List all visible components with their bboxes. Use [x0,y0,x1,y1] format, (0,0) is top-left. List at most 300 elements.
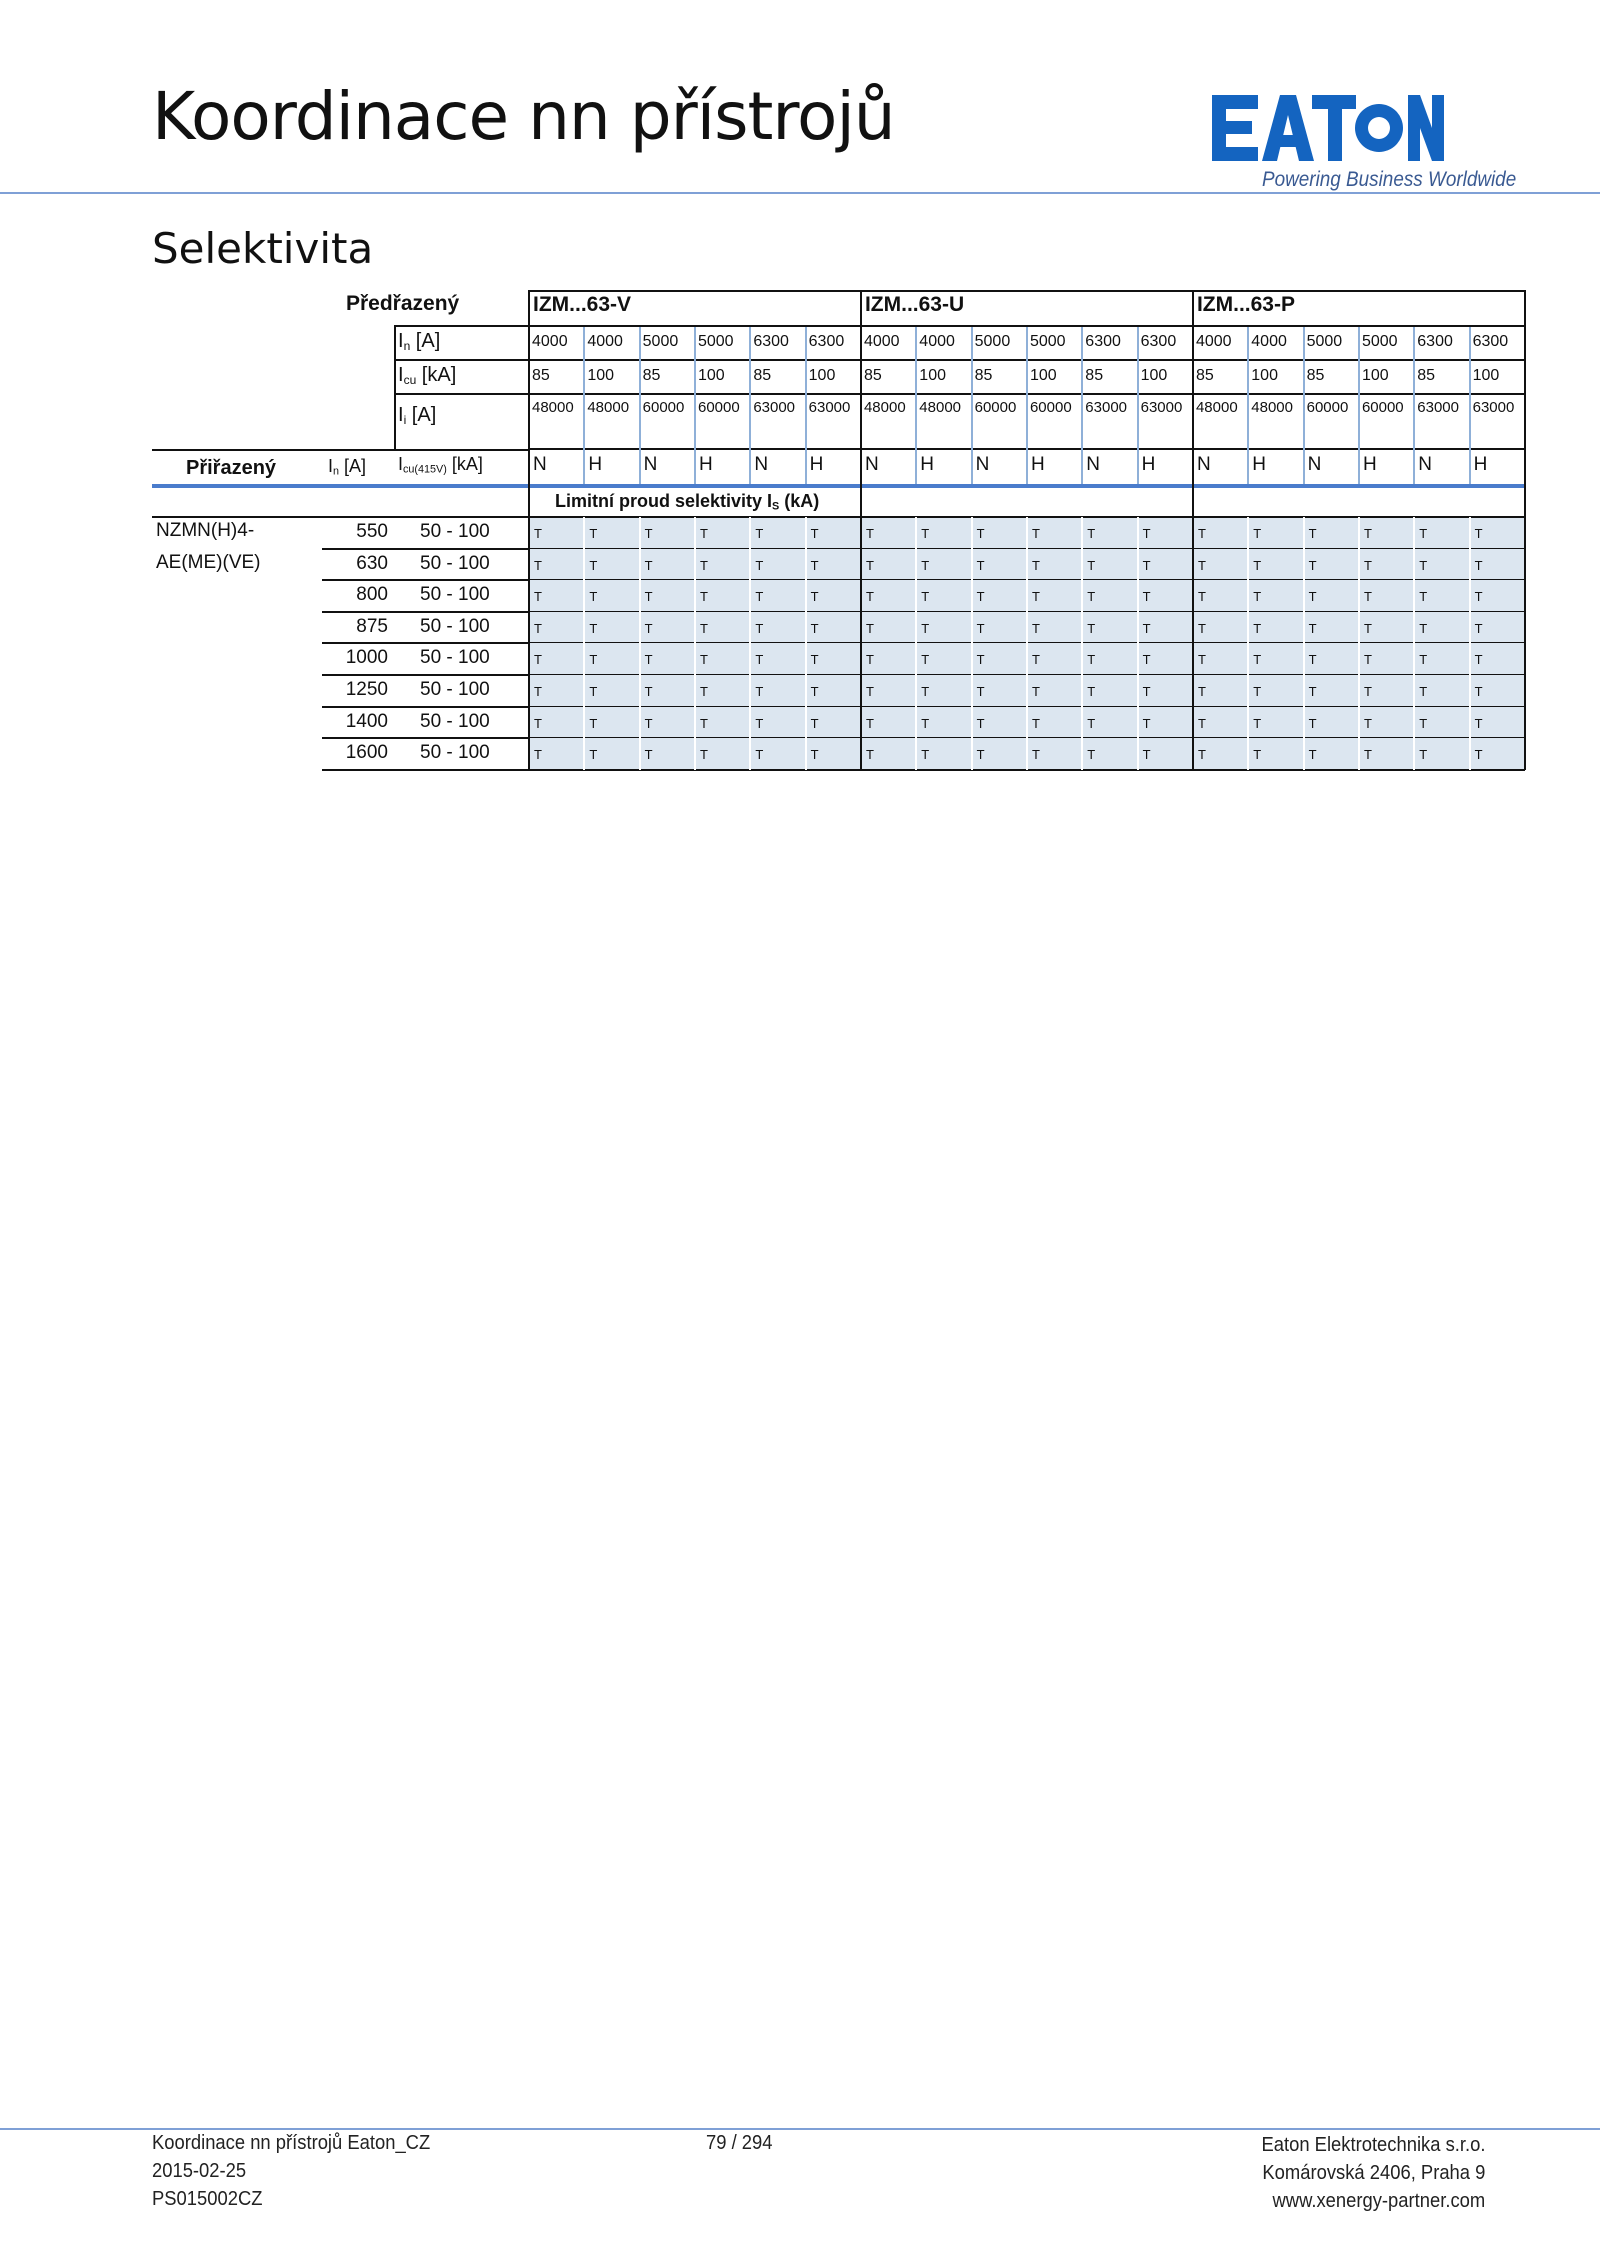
down-icu-header-unit: [kA] [446,454,483,474]
selectivity-value: T [1470,580,1525,612]
ii-value: 63000 [753,399,796,416]
ii-value: 60000 [1029,399,1072,416]
row-icu-value: 50 - 100 [420,615,490,637]
row-rule-left [322,769,529,771]
selectivity-value: T [529,643,584,675]
breaker-type: N [1307,454,1322,475]
selectivity-value: T [806,612,861,644]
selectivity-value: T [1304,612,1359,644]
breaker-type: H [1362,454,1377,475]
selectivity-value: T [806,643,861,675]
icu-value: 100 [1251,367,1278,384]
selectivity-value: T [1082,580,1137,612]
grid-rule-v-major [1524,290,1526,770]
icu-value: 85 [753,367,772,384]
grid-rule-v-minor-body [1469,517,1471,770]
grid-rule-v-minor-body [1358,517,1360,770]
selectivity-value: T [640,643,695,675]
grid-rule-v-minor [1026,327,1028,484]
ii-value: 60000 [642,399,685,416]
row-rule-left [322,674,529,676]
selectivity-value: T [861,612,916,644]
grid-rule-v-minor [1358,327,1360,484]
ii-value: 63000 [1472,399,1515,416]
limit-label [555,491,819,513]
row-icu-value: 50 - 100 [420,742,490,764]
breaker-type: H [809,454,824,475]
grid-rule-v-minor-body [1303,517,1305,770]
selectivity-value: T [1138,549,1193,581]
grid-rule-v-minor [1303,327,1305,484]
selectivity-value: T [529,517,584,549]
row-rule-left [322,579,529,581]
selectivity-value: T [1359,580,1414,612]
in-value: 6300 [753,333,789,350]
device-rule-top [152,516,529,518]
selectivity-value: T [1138,738,1193,770]
icu-value: 100 [697,367,725,384]
row-in-value: 550 [356,521,388,542]
selectivity-value: T [1304,643,1359,675]
selectivity-value: T [1359,707,1414,739]
selectivity-value: T [1082,612,1137,644]
icu-value: 100 [1140,367,1168,384]
selectivity-value: T [640,738,695,770]
in-value: 4000 [1251,333,1287,350]
ii-value: 63000 [1140,399,1183,416]
ii-value: 48000 [532,399,574,416]
selectivity-value: T [1470,675,1525,707]
ii-value: 48000 [919,399,962,416]
selectivity-value: T [1414,675,1469,707]
selectivity-value: T [584,643,639,675]
group-header-2: IZM...63-P [1196,293,1295,316]
row-in-value: 1250 [345,679,388,700]
down-in-header-unit: [A] [339,456,367,476]
selectivity-value: T [861,517,916,549]
grid-rule-v-minor [1081,327,1083,484]
icu-value: 100 [1472,367,1500,384]
in-value: 4000 [1195,333,1232,350]
grid-rule-v-minor-body [1247,517,1249,770]
row-in-value: 630 [356,552,388,574]
selectivity-value: T [1027,707,1082,739]
selectivity-value: T [806,707,861,739]
grid-rule-v-major [860,290,862,770]
grid-rule-v-minor-body [915,517,917,770]
footer-address: Komárovská 2406, Praha 9 [1262,2162,1485,2184]
selectivity-value: T [1470,612,1525,644]
grid-rule-v-minor-body [1081,517,1083,770]
grid-rule-v-minor [639,327,641,484]
selectivity-value: T [1138,643,1193,675]
down-icu-header [398,454,483,476]
row-icu-value: 50 - 100 [420,710,490,732]
blue-band [152,484,1525,488]
ii-header-unit: [A] [406,404,437,426]
selectivity-value: T [916,612,971,644]
icu-value: 85 [1417,367,1436,384]
footer-page-number: 79 / 294 [706,2132,773,2154]
down-in-header [328,456,366,478]
selectivity-value: T [640,549,695,581]
breaker-type: N [754,454,769,475]
breaker-type: N [1196,454,1211,475]
selectivity-value: T [806,517,861,549]
row-icu-value: 50 - 100 [420,552,490,574]
selectivity-value: T [972,580,1027,612]
icu-value: 85 [1085,367,1104,384]
icu-value: 85 [1306,367,1325,384]
breaker-type: N [864,454,879,475]
grid-rule-v-major [528,290,530,770]
in-header-symbol: I [398,330,404,352]
selectivity-value: T [916,643,971,675]
row-in-value: 800 [356,584,388,606]
selectivity-value: T [1193,643,1248,675]
selectivity-value: T [1359,738,1414,770]
in-value: 4000 [587,333,623,350]
selectivity-value: T [1470,517,1525,549]
selectivity-value: T [1138,707,1193,739]
down-in-header-subscript: n [333,465,340,478]
selectivity-value: T [1027,643,1082,675]
selectivity-value: T [1248,707,1303,739]
in-value: 5000 [1361,333,1398,350]
in-value: 6300 [1472,333,1509,350]
grid-rule-v-minor-body [1137,517,1139,770]
ii-value: 60000 [1306,399,1349,416]
in-value: 6300 [1085,333,1121,350]
selectivity-value: T [1414,643,1469,675]
selectivity-value: T [1193,675,1248,707]
selectivity-value: T [1193,580,1248,612]
selectivity-value: T [1359,643,1414,675]
grid-rule-v-minor [1247,327,1249,484]
selectivity-value: T [1359,549,1414,581]
selectivity-value: T [1082,707,1137,739]
selectivity-value: T [1193,549,1248,581]
selectivity-value: T [640,612,695,644]
selectivity-value: T [695,517,750,549]
footer-doc-title: Koordinace nn přístrojů Eaton_CZ [152,2132,431,2154]
selectivity-value: T [640,517,695,549]
selectivity-value: T [1304,517,1359,549]
selectivity-value: T [529,738,584,770]
grid-rule-v-minor-body [749,517,751,770]
breaker-type: N [533,454,547,475]
row-icu-value: 50 - 100 [420,584,490,606]
ii-value: 48000 [1251,399,1293,416]
selectivity-value: T [1027,580,1082,612]
selectivity-value: T [861,549,916,581]
group-header-0: IZM...63-V [533,293,632,316]
selectivity-value: T [1248,738,1303,770]
device-name-line-2: AE(ME)(VE) [156,552,261,573]
selectivity-value: T [972,707,1027,739]
in-value: 4000 [532,333,568,350]
icu-header [398,364,456,387]
selectivity-value: T [529,675,584,707]
selectivity-value: T [1359,517,1414,549]
row-rule-left [322,642,529,644]
upstream-label: Předřazený [346,292,460,315]
grid-rule-v-minor-body [639,517,641,770]
in-value: 5000 [974,333,1011,350]
label-rule-ii [396,393,529,395]
selectivity-value: T [695,643,750,675]
ii-value: 48000 [863,399,906,416]
limit-label-part-2: (kA) [779,491,820,511]
selectivity-value: T [1304,675,1359,707]
selectivity-value: T [972,738,1027,770]
selectivity-value: T [1082,675,1137,707]
selectivity-value: T [1248,612,1303,644]
selectivity-value: T [1138,580,1193,612]
in-header-unit: [A] [410,330,441,352]
selectivity-value: T [1414,517,1469,549]
in-header-subscript: n [403,339,411,353]
selectivity-value: T [1304,580,1359,612]
selectivity-value: T [916,517,971,549]
grid-rule-v-minor-body [1026,517,1028,770]
selectivity-value: T [750,675,805,707]
footer-company: Eaton Elektrotechnika s.r.o. [1261,2134,1485,2156]
selectivity-value: T [1414,707,1469,739]
grid-rule-v-minor-body [971,517,973,770]
grid-rule-h-0 [529,290,1525,292]
selectivity-value: T [1193,707,1248,739]
in-value: 4000 [919,333,955,350]
group-header-1: IZM...63-U [864,293,965,316]
selectivity-value: T [972,549,1027,581]
selectivity-value: T [584,675,639,707]
selectivity-value: T [750,643,805,675]
selectivity-value: T [750,549,805,581]
selectivity-value: T [916,738,971,770]
row-icu-value: 50 - 100 [420,647,490,669]
down-in-header-symbol: I [328,456,334,476]
selectivity-value: T [640,580,695,612]
selectivity-value: T [1027,517,1082,549]
ii-value: 60000 [1361,399,1404,416]
in-value: 4000 [863,333,900,350]
selectivity-value: T [1470,643,1525,675]
footer-rule [0,2128,1600,2130]
selectivity-value: T [916,707,971,739]
selectivity-value: T [584,549,639,581]
selectivity-value: T [1304,738,1359,770]
selectivity-value: T [750,707,805,739]
footer-website: www.xenergy-partner.com [1272,2190,1485,2212]
selectivity-value: T [1248,517,1303,549]
grid-rule-v-minor [915,327,917,484]
tagline: Powering Business Worldwide [1262,168,1517,191]
selectivity-value: T [1470,707,1525,739]
label-rule-icu [396,359,529,361]
selectivity-value: T [916,580,971,612]
selectivity-value: T [1470,549,1525,581]
selectivity-value: T [640,707,695,739]
selectivity-value: T [972,612,1027,644]
ii-value: 63000 [808,399,851,416]
footer-date: 2015-02-25 [152,2160,247,2182]
selectivity-value: T [861,707,916,739]
grid-rule-v-minor [971,327,973,484]
selectivity-value: T [750,738,805,770]
page-title: Koordinace nn přístrojů [152,78,895,155]
selectivity-value: T [750,517,805,549]
selectivity-value: T [695,707,750,739]
selectivity-value: T [750,612,805,644]
row-in-value: 1400 [345,710,388,732]
ii-value: 48000 [587,399,630,416]
selectivity-value: T [1027,738,1082,770]
in-value: 6300 [1140,333,1177,350]
breaker-type: H [698,454,713,475]
row-rule-left [322,706,529,708]
selectivity-value: T [1248,549,1303,581]
in-value: 5000 [1306,333,1343,350]
breaker-type: N [1418,454,1432,475]
label-rule-left [394,325,396,449]
selectivity-value: T [1304,549,1359,581]
selectivity-value: T [1027,612,1082,644]
section-title: Selektivita [152,224,374,273]
icu-value: 100 [1029,367,1057,384]
selectivity-value: T [1027,549,1082,581]
ii-value: 60000 [974,399,1017,416]
icu-value: 85 [1195,367,1214,384]
breaker-type: H [1141,454,1156,475]
selectivity-value: T [584,517,639,549]
icu-value: 100 [808,367,836,384]
selectivity-value: T [972,643,1027,675]
grid-rule-v-minor [805,327,807,484]
row-in-value: 1600 [345,742,388,764]
selectivity-value: T [1193,738,1248,770]
row-rule-left [322,548,529,550]
icu-header-symbol: I [398,364,404,386]
selectivity-value: T [1304,707,1359,739]
grid-rule-v-minor [1413,327,1415,484]
in-value: 6300 [1417,333,1453,350]
breaker-type: N [975,454,990,475]
row-rule-left [322,737,529,739]
downstream-label: Přiřazený [186,457,277,479]
grid-rule-v-minor-body [805,517,807,770]
selectivity-value: T [529,612,584,644]
selectivity-value: T [861,738,916,770]
label-rule-in [396,325,529,327]
row-in-value: 875 [356,615,388,637]
breaker-type: H [1030,454,1045,475]
selectivity-value: T [584,738,639,770]
selectivity-value: T [529,707,584,739]
selectivity-value: T [1082,738,1137,770]
icu-value: 85 [974,367,993,384]
down-icu-header-symbol: I [398,454,404,474]
selectivity-value: T [1138,675,1193,707]
breaker-type: N [1086,454,1101,475]
selectivity-value: T [1138,517,1193,549]
selectivity-value: T [806,738,861,770]
selectivity-value: T [695,580,750,612]
selectivity-value: T [861,675,916,707]
ii-header-symbol: I [398,404,404,426]
selectivity-value: T [750,580,805,612]
selectivity-value: T [695,612,750,644]
in-value: 5000 [1029,333,1066,350]
selectivity-value: T [1414,612,1469,644]
selectivity-value: T [1414,738,1469,770]
selectivity-value: T [806,675,861,707]
limit-label-part-1: S [772,500,780,513]
selectivity-value: T [806,549,861,581]
selectivity-value: T [861,643,916,675]
selectivity-value: T [1082,517,1137,549]
limit-label-part-0: Limitní proud selektivity I [555,491,773,511]
grid-rule-v-minor-body [1413,517,1415,770]
in-value: 5000 [697,333,734,350]
breaker-type: H [588,454,603,475]
selectivity-value: T [1027,675,1082,707]
selectivity-value: T [695,675,750,707]
selectivity-value: T [861,580,916,612]
icu-value: 100 [1361,367,1389,384]
breaker-type: H [920,454,935,475]
selectivity-value: T [972,675,1027,707]
selectivity-value: T [529,580,584,612]
selectivity-value: T [1193,612,1248,644]
selectivity-value: T [1138,612,1193,644]
selectivity-table [0,0,1600,800]
row-icu-value: 50 - 100 [420,679,490,700]
selectivity-value: T [1082,643,1137,675]
selectivity-value: T [972,517,1027,549]
selectivity-value: T [584,707,639,739]
selectivity-value: T [916,675,971,707]
selectivity-value: T [1248,675,1303,707]
selectivity-value: T [584,580,639,612]
grid-rule-v-minor-body [583,517,585,770]
breaker-type: N [643,454,658,475]
row-in-value: 1000 [345,647,388,669]
grid-rule-v-minor [1137,327,1139,484]
selectivity-value: T [806,580,861,612]
downstream-rule-top [152,449,529,451]
row-icu-value: 50 - 100 [420,521,490,542]
grid-rule-v-minor [694,327,696,484]
selectivity-value: T [1414,549,1469,581]
ii-header [398,404,436,427]
grid-rule-v-minor [583,327,585,484]
grid-rule-v-minor [1469,327,1471,484]
selectivity-value: T [916,549,971,581]
grid-rule-v-minor [749,327,751,484]
in-value: 6300 [808,333,845,350]
icu-value: 85 [642,367,661,384]
breaker-type: H [1473,454,1488,475]
selectivity-value: T [529,549,584,581]
selectivity-value: T [1193,517,1248,549]
selectivity-value: T [1082,549,1137,581]
grid-rule-v-major [1192,290,1194,770]
ii-value: 48000 [1195,399,1238,416]
icu-header-subscript: cu [403,373,417,387]
down-icu-header-subscript: cu(415V) [403,463,447,476]
selectivity-value: T [1470,738,1525,770]
